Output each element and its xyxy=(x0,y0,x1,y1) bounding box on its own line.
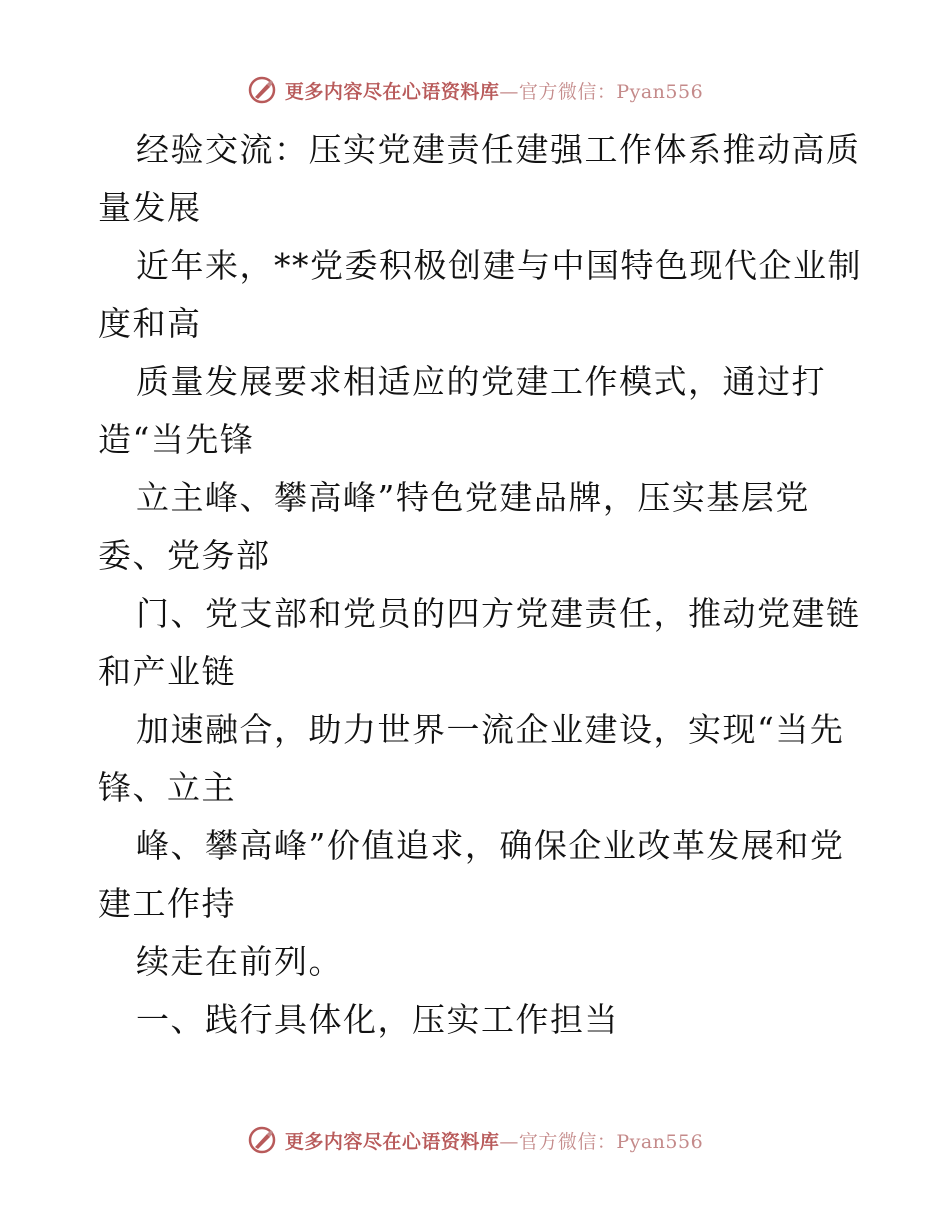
text-line: 近年来，**党委积极创建与中国特色现代企业制 xyxy=(136,246,862,285)
watermark-text-contact: —官方微信：Pyan556 xyxy=(499,1130,704,1153)
text-line: 锋、立主 xyxy=(98,768,236,807)
document-body xyxy=(98,121,862,1049)
text-line: 和产业链 xyxy=(98,652,236,691)
text-line: 建工作持 xyxy=(98,884,236,923)
text-line: 委、党务部 xyxy=(98,536,271,575)
text-line: 续走在前列。 xyxy=(136,942,343,981)
text-line: 加速融合，助力世界一流企业建设，实现“当先 xyxy=(136,710,845,749)
footer-watermark xyxy=(0,1120,950,1160)
text-line: 立主峰、攀高峰”特色党建品牌，压实基层党 xyxy=(136,478,810,517)
watermark-text xyxy=(285,77,703,104)
watermark-text-main: 更多内容尽在心语资料库 xyxy=(284,80,500,103)
text-line: 经验交流：压实党建责任建强工作体系推动高质 xyxy=(136,130,861,169)
header-watermark xyxy=(0,70,950,110)
watermark-text-main: 更多内容尽在心语资料库 xyxy=(284,1130,500,1153)
paragraph-lines xyxy=(98,121,862,1049)
text-line: 门、党支部和党员的四方党建责任，推动党建链 xyxy=(136,594,861,633)
quill-pen-seal-icon xyxy=(247,1125,277,1155)
text-line: 量发展 xyxy=(98,188,202,227)
text-line: 度和高 xyxy=(98,304,202,343)
text-line: 质量发展要求相适应的党建工作模式，通过打 xyxy=(136,362,826,401)
text-line: 一、践行具体化，压实工作担当 xyxy=(136,1000,619,1039)
text-line: 造“当先锋 xyxy=(98,420,255,459)
watermark-text xyxy=(285,1127,703,1154)
text-line: 峰、攀高峰”价值追求，确保企业改革发展和党 xyxy=(136,826,845,865)
quill-pen-seal-icon xyxy=(247,75,277,105)
watermark-text-contact: —官方微信：Pyan556 xyxy=(499,80,704,103)
